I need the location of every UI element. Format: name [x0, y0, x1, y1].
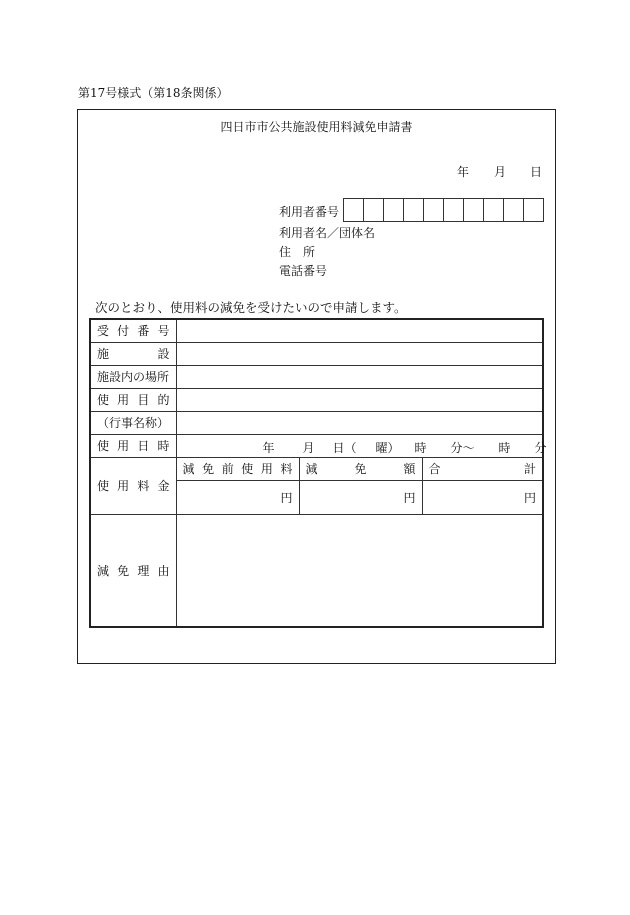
request-statement: 次のとおり、使用料の減免を受けたいので申請します。: [95, 300, 407, 315]
digit-box[interactable]: [524, 199, 544, 221]
yen-unit: 円: [280, 490, 293, 505]
table-row: [90, 388, 543, 411]
receipt-number-field[interactable]: [176, 319, 543, 342]
fee-before-field[interactable]: [176, 480, 299, 514]
purpose-field[interactable]: [176, 388, 543, 411]
total-field[interactable]: [422, 480, 543, 514]
user-number-boxes[interactable]: [343, 198, 544, 222]
exemption-amount-header: 減 免 額: [299, 457, 422, 480]
location-field[interactable]: [176, 365, 543, 388]
table-row: [90, 342, 543, 365]
usage-datetime-label: 使 用 日 時: [90, 434, 176, 457]
date-year-label: 年: [457, 165, 470, 179]
table-row: [90, 411, 543, 434]
fee-before-header: 減 免 前 使 用 料: [176, 457, 299, 480]
table-row: [90, 434, 543, 457]
reason-label: 減 免 理 由: [90, 514, 176, 627]
weekday-unit: 曜）: [375, 440, 400, 455]
digit-box[interactable]: [464, 199, 484, 221]
date-day-label: 日: [530, 165, 543, 179]
digit-box[interactable]: [404, 199, 424, 221]
day-unit: 日（: [332, 440, 357, 455]
exemption-amount-field[interactable]: [299, 480, 422, 514]
event-name-field[interactable]: [176, 411, 543, 434]
minute-unit: 分～: [450, 440, 475, 455]
yen-unit: 円: [523, 490, 536, 505]
facility-field[interactable]: [176, 342, 543, 365]
usage-fee-label: 使 用 料 金: [90, 457, 176, 514]
phone-label: 電話番号: [279, 264, 328, 278]
month-unit: 月: [302, 440, 315, 455]
digit-box[interactable]: [504, 199, 524, 221]
date-month-label: 月: [494, 165, 507, 179]
year-unit: 年: [262, 440, 275, 455]
purpose-label: 使 用 目 的: [90, 388, 176, 411]
facility-label: 施 設: [90, 342, 176, 365]
reason-field[interactable]: [176, 514, 543, 627]
table-row: [90, 365, 543, 388]
form-title: 四日市市公共施設使用料減免申請書: [220, 120, 413, 134]
table-row: [90, 457, 543, 480]
form-number-label: 第17号様式（第18条関係）: [78, 86, 229, 100]
yen-unit: 円: [403, 490, 416, 505]
minute-unit-end: 分: [534, 440, 547, 455]
table-row: [90, 514, 543, 627]
total-header: 合 計: [422, 457, 543, 480]
user-name-label: 利用者名／団体名: [279, 226, 376, 240]
digit-box[interactable]: [344, 199, 364, 221]
usage-datetime-field[interactable]: [176, 434, 547, 457]
hour-unit: 時: [414, 440, 427, 455]
digit-box[interactable]: [484, 199, 504, 221]
user-number-label: 利用者番号: [279, 205, 340, 219]
receipt-number-label: 受 付 番 号: [90, 319, 176, 342]
table-row: [90, 319, 543, 342]
digit-box[interactable]: [444, 199, 464, 221]
digit-box[interactable]: [364, 199, 384, 221]
application-table: [89, 318, 547, 628]
location-label: 施設内の場所: [90, 365, 176, 388]
digit-box[interactable]: [424, 199, 444, 221]
event-name-label: （行事名称）: [90, 411, 176, 434]
digit-box[interactable]: [384, 199, 404, 221]
hour-unit-end: 時: [498, 440, 511, 455]
address-label: 住 所: [279, 245, 316, 259]
